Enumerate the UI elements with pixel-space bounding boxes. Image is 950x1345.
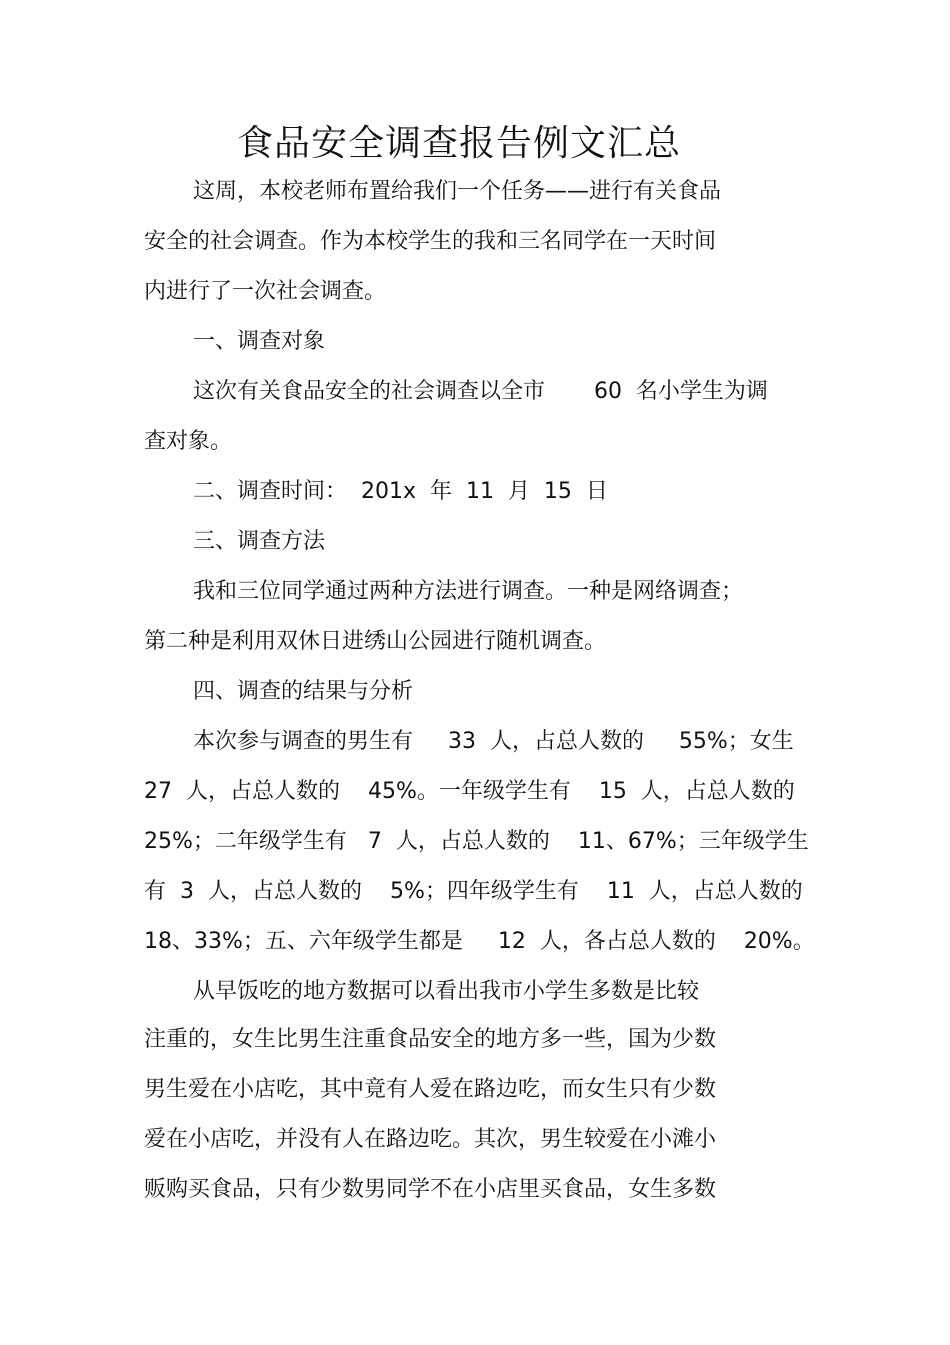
paragraph-line: 25%；二年级学生有 7 人，占总人数的 11、67%；三年级学生 [144, 829, 809, 854]
paragraph-line: 第二种是利用双休日进绣山公园进行随机调查。 [144, 629, 607, 654]
section-heading: 三、调查方法 [193, 529, 326, 554]
paragraph-line: 注重的，女生比男生注重食品安全的地方多一些，国为少数 [144, 1027, 717, 1052]
paragraph-line: 27 人，占总人数的 45%。一年级学生有 15 人，占总人数的 [144, 779, 795, 804]
paragraph-line: 男生爱在小店吃，其中竟有人爱在路边吃，而女生只有少数 [144, 1077, 717, 1102]
paragraph-line: 贩购买食品，只有少数男同学不在小店里买食品，女生多数 [144, 1177, 717, 1202]
paragraph-line: 这周，本校老师布置给我们一个任务——进行有关食品 [193, 179, 722, 204]
paragraph-line: 爱在小店吃，并没有人在路边吃。其次，男生较爱在小滩小 [144, 1127, 717, 1152]
paragraph-line: 本次参与调查的男生有 33 人，占总人数的 55%；女生 [193, 729, 794, 754]
document-title: 食品安全调查报告例文汇总 [236, 123, 681, 164]
section-heading: 一、调查对象 [193, 329, 326, 354]
paragraph-line: 安全的社会调查。作为本校学生的我和三名同学在一天时间 [144, 229, 717, 254]
paragraph-line: 从早饭吃的地方数据可以看出我市小学生多数是比较 [193, 979, 700, 1004]
paragraph-line: 有 3 人，占总人数的 5%；四年级学生有 11 人，占总人数的 [144, 879, 803, 904]
paragraph-line: 我和三位同学通过两种方法进行调查。一种是网络调查； [193, 579, 744, 604]
paragraph-line: 内进行了一次社会调查。 [144, 279, 387, 304]
section-heading: 二、调查时间： 201x 年 11 月 15 日 [193, 479, 608, 504]
paragraph-line: 这次有关食品安全的社会调查以全市 60 名小学生为调 [193, 379, 768, 404]
paragraph-line: 18、33%；五、六年级学生都是 12 人，各占总人数的 20%。 [144, 929, 815, 954]
paragraph-line: 查对象。 [144, 429, 233, 454]
section-heading: 四、调查的结果与分析 [193, 679, 414, 704]
